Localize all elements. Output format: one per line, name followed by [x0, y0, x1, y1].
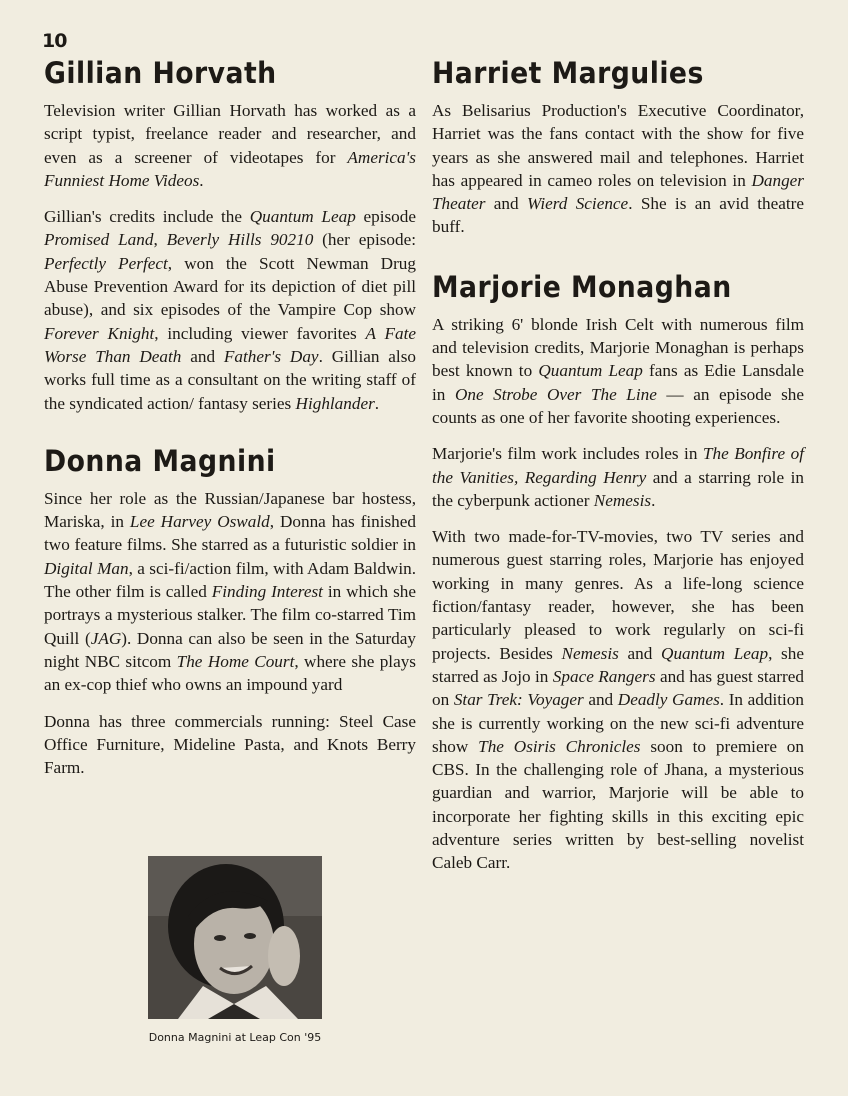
portrait-illustration [148, 856, 322, 1019]
bio-paragraph: With two made-for-TV-movies, two TV series and numerous guest starring roles, Marjorie has enjoyed working in many genres. As a life-long science fiction/fantasy reader, however, she has been particularly pleased to work regularly on sci-fi projects. Besides Nemesis and Quantum Leap, she starred as Jojo in Space Rangers and has guest starred on Star Trek: Voyager and Deadly Games. In addition she is currently working on the new sci-fi adventure show The Osiris Chronicles soon to premiere on CBS. In the challenging role of Jhana, a mysterious guardian and warrior, Marjorie will be able to incorporate her fighting skills in this exciting epic adventure series written by best-selling novelist Caleb Carr. [432, 527, 804, 873]
bio-paragraph: Marjorie's film work includes roles in The Bonfire of the Vanities, Regarding Henry and a starring role in the cyberpunk actioner Nemesis. [432, 444, 804, 510]
page-number: 10 [42, 30, 67, 52]
bio-paragraph: Since her role as the Russian/Japanese bar hostess, Mariska, in Lee Harvey Oswald, Donna has finished two feature films. She starred as a futuristic soldier in Digital Man, a sci-fi/action film, with Adam Baldwin. The other film is called Finding Interest in which she portrays a mysterious stalker. The film co-starred Tim Quill (JAG). Donna can also be seen in the Saturday night NBC sitcom The Home Court, where she plays an ex-cop thief who owns an impound yard [44, 488, 416, 695]
right-column [432, 55, 804, 903]
bio-section-marjorie-monaghan [432, 269, 804, 875]
bio-heading: Marjorie Monaghan [432, 269, 732, 304]
bio-paragraph: Gillian's credits include the Quantum Leap episode Promised Land, Beverly Hills 90210 (her episode: Perfectly Perfect, won the Scott Newman Drug Abuse Prevention Award for its depiction of diet pill abuse), and six episodes of the Vampire Cop show Forever Knight, including viewer favorites A Fate Worse Than Death and Father's Day. Gillian also works full time as a consultant on the writing staff of the syndicated action/ fantasy series Highlander. [44, 207, 417, 413]
bio-section-harriet-margulies [432, 55, 804, 239]
bio-heading: Gillian Horvath [44, 56, 277, 90]
bio-heading: Harriet Margulies [432, 56, 704, 90]
left-column [44, 55, 416, 807]
portrait-photo [148, 856, 322, 1019]
bio-paragraph: A striking 6' blonde Irish Celt with numerous film and television credits, Marjorie Monaghan is perhaps best known to Quantum Leap fans as Edie Lansdale in One Strobe Over The Line — an episode she counts as one of her favorite shooting experiences. [432, 314, 804, 427]
bio-paragraph: As Belisarius Production's Executive Coordinator, Harriet was the fans contact with the show for five years as she answered mail and telephones. Harriet has appeared in cameo roles on television in Danger Theater and Wierd Science. She is an avid theatre buff. [432, 101, 804, 237]
photo-caption: Donna Magnini at Leap Con '95 [148, 1031, 322, 1044]
photo-figure [148, 856, 322, 1044]
bio-paragraph: Television writer Gillian Horvath has worked as a script typist, freelance reader and researcher, and even as a screener of videotapes for America's Funniest Home Videos. [44, 101, 416, 190]
bio-paragraph: Donna has three commercials running: Steel Case Office Furniture, Mideline Pasta, and Knots Berry Farm. [44, 711, 416, 778]
bio-heading: Donna Magnini [44, 443, 276, 478]
bio-section-gillian-horvath [44, 55, 416, 415]
bio-section-donna-magnini [44, 443, 416, 780]
